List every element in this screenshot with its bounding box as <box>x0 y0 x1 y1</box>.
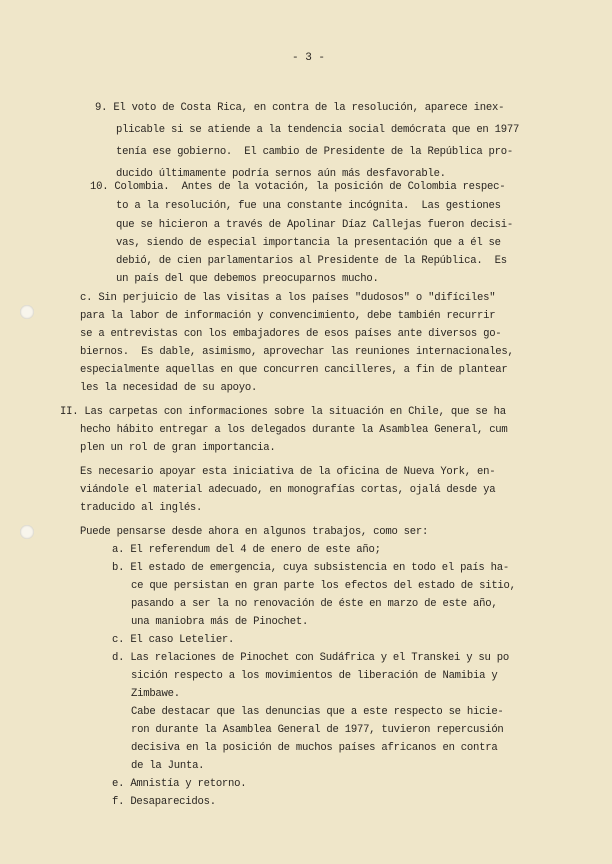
text-line: viándole el material adecuado, en monografías cortas, ojalá desde ya <box>80 484 496 496</box>
text-line: 10. Colombia. Antes de la votación, la posición de Colombia respec- <box>90 181 506 193</box>
text-line: se a entrevistas con los embajadores de esos países ante diversos go- <box>80 328 502 340</box>
text-line: ce que persistan en gran parte los efectos del estado de sitio, <box>131 580 516 592</box>
page-number: - 3 - <box>292 52 326 64</box>
text-line: que se hicieron a través de Apolinar Díaz Callejas fueron decisi- <box>116 219 513 231</box>
text-line: to a la resolución, fue una constante incógnita. Las gestiones <box>116 200 501 212</box>
text-line: para la labor de información y convencimiento, debe también recurrir <box>80 310 496 322</box>
text-line: debió, de cien parlamentarios al Presidente de la República. Es <box>116 255 507 267</box>
text-line: II. Las carpetas con informaciones sobre la situación en Chile, que se ha <box>60 406 506 418</box>
text-line: a. El referendum del 4 de enero de este año; <box>112 544 381 556</box>
punch-hole-bottom <box>20 525 34 539</box>
text-line: Cabe destacar que las denuncias que a este respecto se hicie- <box>131 706 504 718</box>
text-line: b. El estado de emergencia, cuya subsistencia en todo el país ha- <box>112 562 509 574</box>
text-line: plen un rol de gran importancia. <box>80 442 276 454</box>
text-line: tenía ese gobierno. El cambio de Presidente de la República pro- <box>116 146 513 158</box>
text-line: ron durante la Asamblea General de 1977, tuvieron repercusión <box>131 724 504 736</box>
text-line: biernos. Es dable, asimismo, aprovechar las reuniones internacionales, <box>80 346 514 358</box>
text-line: Puede pensarse desde ahora en algunos trabajos, como ser: <box>80 526 429 538</box>
text-line: 9. El voto de Costa Rica, en contra de la resolución, aparece inex- <box>95 102 505 114</box>
text-line: les la necesidad de su apoyo. <box>80 382 258 394</box>
text-line: vas, siendo de especial importancia la presentación que a él se <box>116 237 501 249</box>
text-line: decisiva en la posición de muchos países africanos en contra <box>131 742 498 754</box>
text-line: c. Sin perjuicio de las visitas a los países "dudosos" o "difíciles" <box>80 292 496 304</box>
text-line: hecho hábito entregar a los delegados durante la Asamblea General, cum <box>80 424 508 436</box>
text-line: e. Amnistía y retorno. <box>112 778 247 790</box>
text-line: f. Desaparecidos. <box>112 796 216 808</box>
text-line: c. El caso Letelier. <box>112 634 235 646</box>
text-line: ducido últimamente podría sernos aún más desfavorable. <box>116 168 446 180</box>
text-line: una maniobra más de Pinochet. <box>131 616 309 628</box>
punch-hole-top <box>20 305 34 319</box>
text-line: especialmente aquellas en que concurren cancilleres, a fin de plantear <box>80 364 508 376</box>
text-line: d. Las relaciones de Pinochet con Sudáfrica y el Transkei y su po <box>112 652 509 664</box>
text-line: sición respecto a los movimientos de liberación de Namibia y <box>131 670 498 682</box>
text-line: pasando a ser la no renovación de éste en marzo de este año, <box>131 598 498 610</box>
text-line: plicable si se atiende a la tendencia social demócrata que en 1977 <box>116 124 520 136</box>
text-line: un país del que debemos preocuparnos mucho. <box>116 273 379 285</box>
text-line: Es necesario apoyar esta iniciativa de la oficina de Nueva York, en- <box>80 466 496 478</box>
text-line: Zimbawe. <box>131 688 180 700</box>
text-line: traducido al inglés. <box>80 502 203 514</box>
text-line: de la Junta. <box>131 760 205 772</box>
